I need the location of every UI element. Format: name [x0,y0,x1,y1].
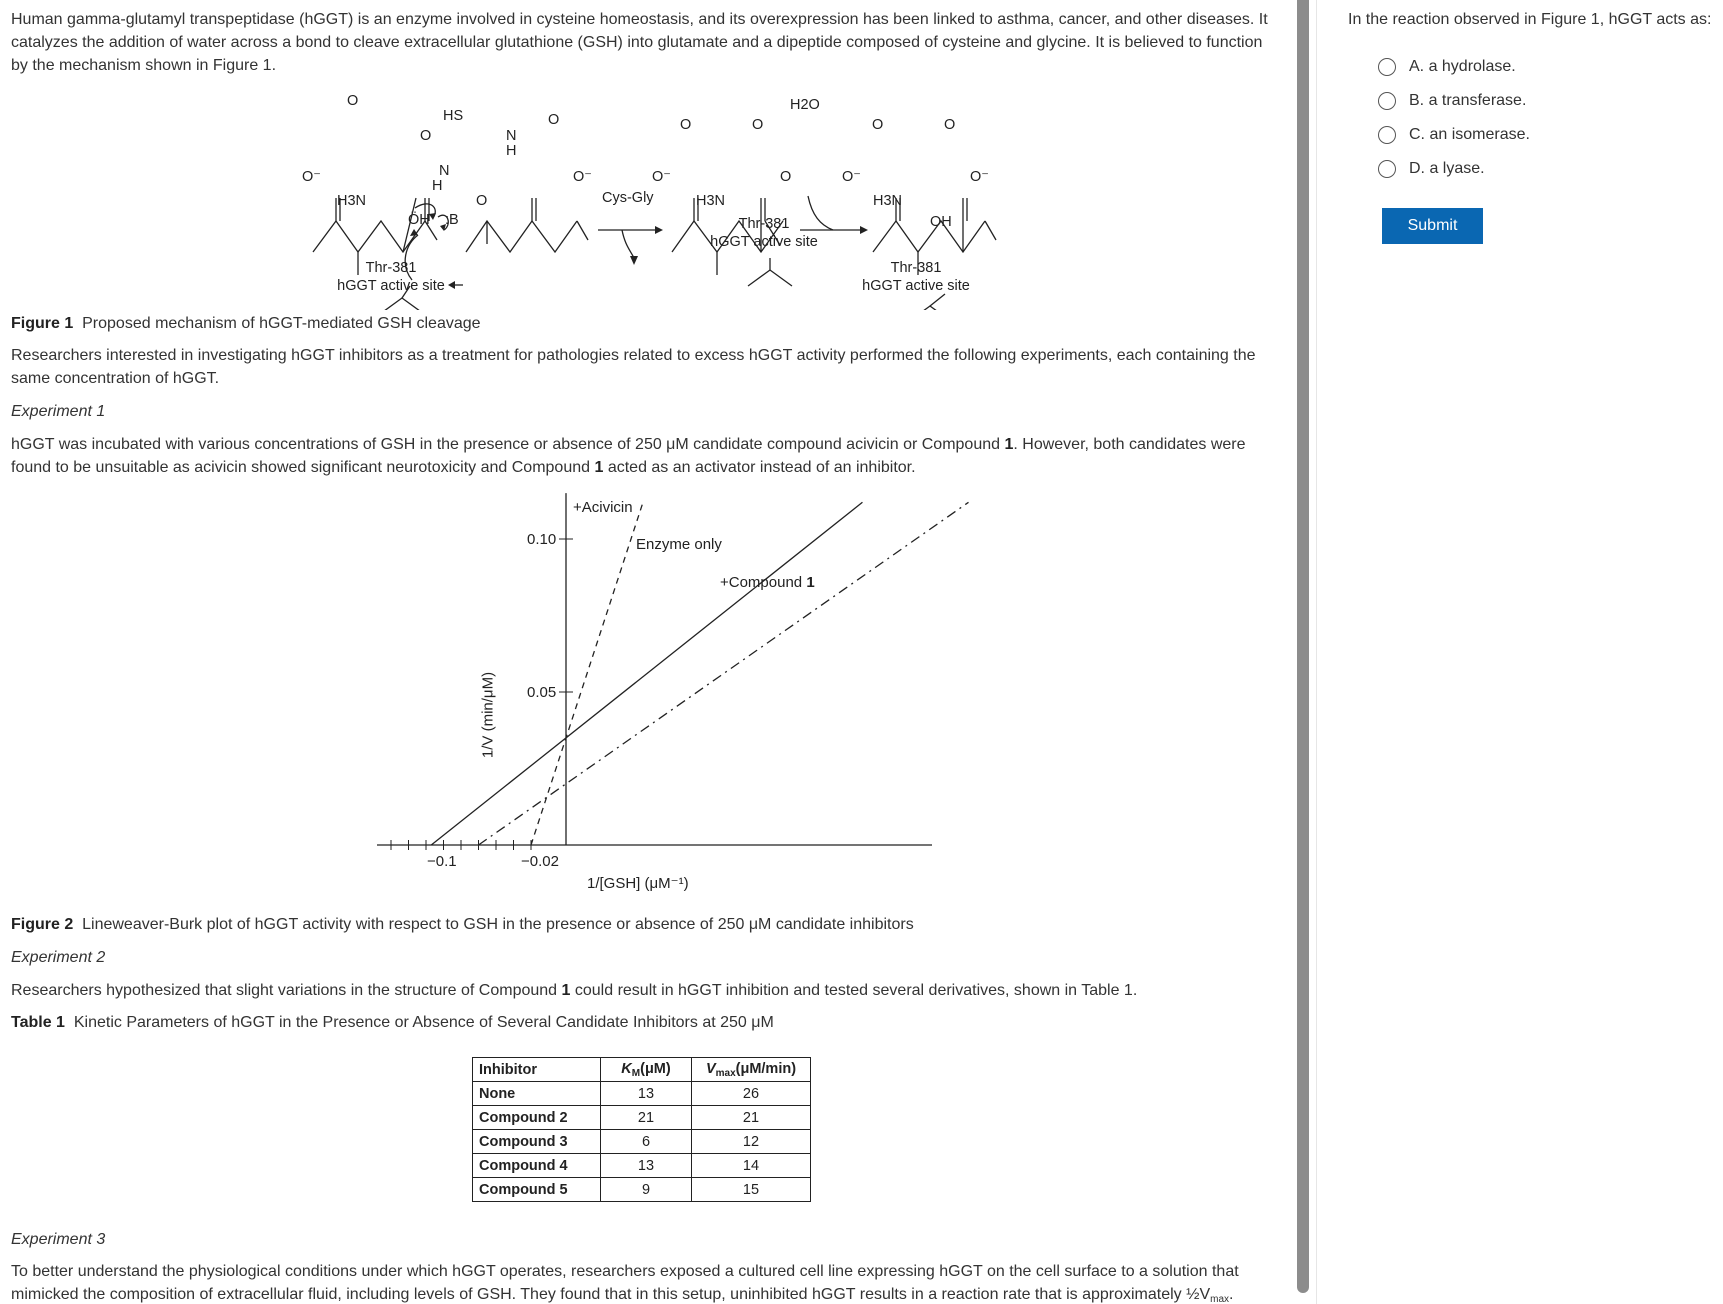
o-label: O [944,117,956,133]
oh-label: ÖH [408,212,430,228]
experiment2-title: Experiment 2 [11,949,106,966]
oh-label: OH [930,214,952,230]
x-tick-label: −0.02 [521,853,559,870]
option-c[interactable]: C. an isomerase. [1378,123,1530,147]
base-label: :B [445,212,459,228]
kinetics-table [472,1057,811,1202]
enzyme-only-label: Enzyme only [636,536,722,553]
radio-icon[interactable] [1378,160,1396,178]
n-label: N [506,128,517,144]
h3n-label: H3N [696,193,726,209]
table-row: Compound 5 9 15 [473,1178,811,1202]
km-header: $K_M(\mu M)$ [601,1058,692,1082]
question-text: In the reaction observed in Figure 1, hGGT acts as: [1348,11,1712,28]
active-site-label: hGGT active site [710,234,818,250]
y-axis-label: 1/V (min/μM) [479,671,497,759]
inhibitor-header: Inhibitor [473,1058,601,1082]
o-label: O [548,112,560,128]
x-tick-label: −0.1 [427,853,457,870]
cys-gly-label: Cys-Gly [602,190,654,206]
n-label: N [439,163,450,179]
figure1-caption: Figure 1 Proposed mechanism of hGGT-mediated GSH cleavage [11,315,481,332]
y-tick-label: 0.10 [527,531,557,548]
figure2-caption: Figure 2 Lineweaver-Burk plot of hGGT activity with respect to GSH in the presence or absence of 250 μM candidate inhibitors [11,916,914,933]
submit-button[interactable]: Submit [1382,208,1483,244]
question-pane [1320,0,1723,1304]
y-tick-label: 0.05 [527,684,557,701]
o-label: O [347,93,359,109]
active-site-label: hGGT active site [337,278,445,294]
o-minus-label: O⁻ [573,169,592,185]
o-label: O [780,169,792,185]
h2o-label: H2O [790,97,820,113]
o-minus-label: O⁻ [842,169,861,185]
vmax-header: $V_{max}(\mu M/\min)$ [692,1058,811,1082]
series-line-compound-1 [479,499,969,845]
h-label: H [506,143,517,159]
compound1-label: +Compound 1 [720,574,815,591]
experiment1-text: hGGT was incubated with various concentrations of GSH in the presence or absence of 250 μM candidate compound acivicin or Compound 1. However, both candidates were found to be unsuitable as acivicin showed significant neurotoxicity and Compound 1 acted as an activator instead of an inhibitor. [11,436,1246,476]
o-label: O [420,128,432,144]
table-header-row [473,1058,811,1082]
option-d[interactable]: D. a lyase. [1378,157,1485,181]
o-minus-label: O⁻ [652,169,671,185]
o-label: O [752,117,764,133]
experiment3-title: Experiment 3 [11,1231,106,1248]
experiment1-title: Experiment 1 [11,403,106,420]
acivicin-label: +Acivicin [573,499,633,516]
radio-icon[interactable] [1378,92,1396,110]
experiments-intro: Researchers interested in investigating hGGT inhibitors as a treatment for pathologies related to excess hGGT activity performed the following experiments, each containing the same concentration of hGGT. [11,347,1256,387]
h3n-label: H3N [337,193,367,209]
active-site-label: hGGT active site [862,278,970,294]
series-line-acivicin [531,499,643,845]
o-label: O [872,117,884,133]
hs-label: HS [443,108,464,124]
pane-divider [1316,0,1317,1304]
o-minus-label: O⁻ [970,169,989,185]
table-row: Compound 2 21 21 [473,1106,811,1130]
thr-label: Thr-381 [738,216,790,232]
o-label: O [680,117,692,133]
x-axis-label: 1/[GSH] (μM⁻¹) [587,875,689,892]
table-row: Compound 4 13 14 [473,1154,811,1178]
radio-icon[interactable] [1378,126,1396,144]
table-row: None 13 26 [473,1082,811,1106]
h3n-label: H3N [873,193,903,209]
table1-caption: Table 1 Kinetic Parameters of hGGT in the Presence or Absence of Several Candidate Inhibitors at 250 μM [11,1014,774,1031]
option-b[interactable]: B. a transferase. [1378,89,1526,113]
table-row: Compound 3 6 12 [473,1130,811,1154]
o-minus-label: O⁻ [302,169,321,185]
experiment3-text: To better understand the physiological conditions under which hGGT operates, researchers exposed a cultured cell line expressing hGGT on the cell surface to a solution that mimicked the composition of extracellular fluid, including levels of GSH. They found that in this setup, uninhibited hGGT results in a reaction rate that is approximately $\frac{1}{2}V_{max}$. [11,1263,1239,1304]
thr-label: Thr-381 [365,260,417,276]
intro-paragraph: Human gamma-glutamyl transpeptidase (hGGT) is an enzyme involved in cysteine homeostasis, and its overexpression has been linked to asthma, cancer, and other diseases. It catalyzes the addition of water across a bond to cleave extracellular glutathione (GSH) into glutamate and a dipeptide composed of cysteine and glycine. It is believed to function by the mechanism shown in Figure 1. [11,11,1268,74]
radio-icon[interactable] [1378,58,1396,76]
o-label: O [476,193,488,209]
h-label: H [432,178,443,194]
experiment2-text: Researchers hypothesized that slight variations in the structure of Compound 1 could result in hGGT inhibition and tested several derivatives, shown in Table 1. [11,982,1138,999]
option-a[interactable]: A. a hydrolase. [1378,55,1516,79]
passage-scrollbar[interactable] [1297,0,1309,1293]
thr-label: Thr-381 [890,260,942,276]
